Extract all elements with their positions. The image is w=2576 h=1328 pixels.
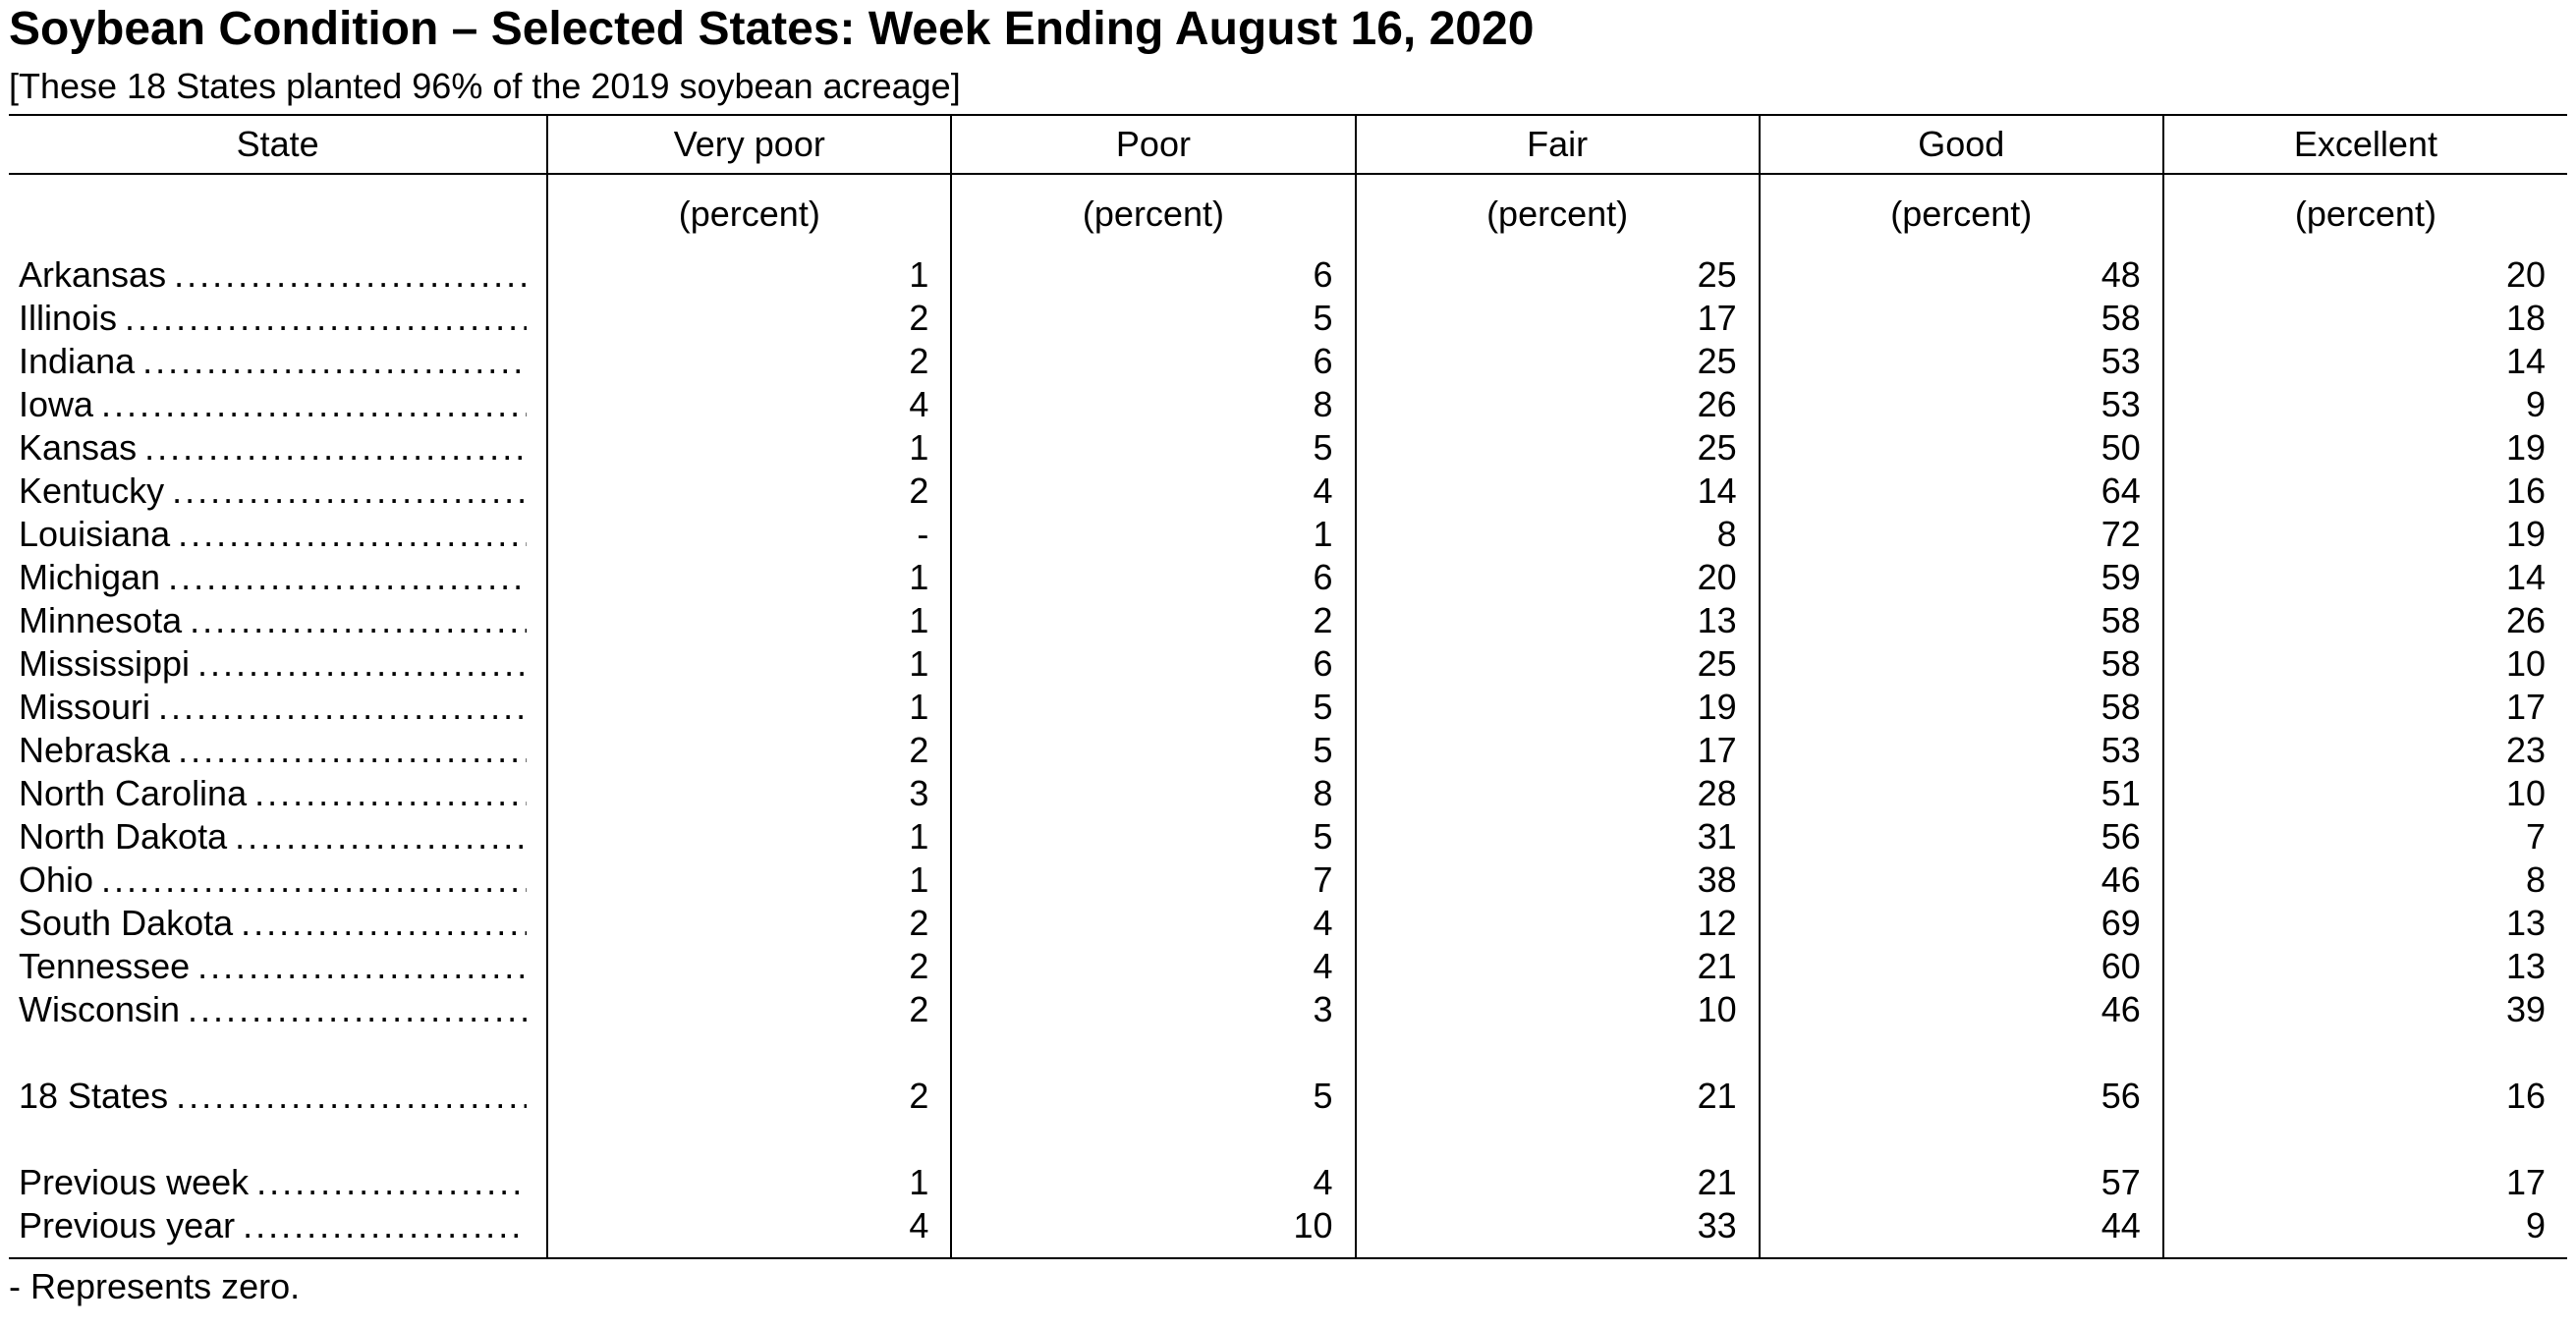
poor-value: 5: [951, 729, 1355, 772]
poor-value: 4: [951, 945, 1355, 988]
table-row: [9, 340, 2567, 383]
state-label: [19, 902, 527, 945]
fair-value: 10: [1356, 988, 1760, 1031]
spacer-cell: [547, 1247, 951, 1258]
poor-value: 6: [951, 642, 1355, 686]
table-row: [9, 772, 2567, 815]
report-title: Soybean Condition – Selected States: Week Ending August 16, 2020: [9, 3, 1535, 55]
state-cell: [9, 729, 547, 772]
state-name: Indiana: [19, 341, 136, 381]
state-label: [19, 599, 527, 642]
poor-value: 5: [951, 815, 1355, 858]
spacer-cell: [9, 1118, 547, 1161]
table-row: [9, 513, 2567, 556]
total-row: [9, 1075, 2567, 1118]
table-row: [9, 297, 2567, 340]
state-name: Illinois: [19, 298, 118, 338]
state-label: [19, 513, 527, 556]
state-cell: [9, 815, 547, 858]
spacer-cell: [951, 1247, 1355, 1258]
table-row: [9, 599, 2567, 642]
dot-leader: [158, 686, 527, 729]
excellent-value: 23: [2163, 729, 2567, 772]
dot-leader: [172, 470, 527, 513]
fair-value: 13: [1356, 599, 1760, 642]
state-label: [19, 340, 527, 383]
fair-value: 21: [1356, 945, 1760, 988]
state-name: Louisiana: [19, 514, 171, 554]
state-name: 18 States: [19, 1076, 169, 1116]
dot-leader: [235, 815, 527, 858]
unit-cell: (percent): [2163, 174, 2567, 253]
state-cell: [9, 1161, 547, 1204]
state-name: North Carolina: [19, 773, 248, 813]
spacer-cell: [1356, 1118, 1760, 1161]
excellent-value: 17: [2163, 686, 2567, 729]
excellent-value: 13: [2163, 945, 2567, 988]
excellent-value: 18: [2163, 297, 2567, 340]
very-poor-value: 2: [547, 729, 951, 772]
excellent-value: 9: [2163, 1204, 2567, 1247]
spacer-cell: [547, 1031, 951, 1075]
dot-leader: [243, 1204, 527, 1247]
end-padding-row: [9, 1247, 2567, 1258]
state-label: [19, 945, 527, 988]
comparison-row: [9, 1204, 2567, 1247]
spacer-cell: [1356, 1247, 1760, 1258]
good-value: 53: [1760, 340, 2163, 383]
good-value: 53: [1760, 729, 2163, 772]
fair-value: 20: [1356, 556, 1760, 599]
very-poor-value: 1: [547, 642, 951, 686]
state-label: [19, 1204, 527, 1247]
state-cell: [9, 340, 547, 383]
unit-cell: (percent): [1356, 174, 1760, 253]
spacer-cell: [1760, 1031, 2163, 1075]
very-poor-value: 1: [547, 556, 951, 599]
excellent-value: 8: [2163, 858, 2567, 902]
state-cell: [9, 902, 547, 945]
poor-value: 8: [951, 383, 1355, 426]
excellent-value: 7: [2163, 815, 2567, 858]
state-cell: [9, 297, 547, 340]
very-poor-value: 1: [547, 1161, 951, 1204]
spacer-cell: [1760, 1247, 2163, 1258]
state-label: [19, 815, 527, 858]
state-name: Mississippi: [19, 643, 191, 684]
state-cell: [9, 513, 547, 556]
state-cell: [9, 642, 547, 686]
dot-leader: [197, 642, 527, 686]
state-label: [19, 988, 527, 1031]
dot-leader: [178, 729, 527, 772]
col-header-good: Good: [1760, 115, 2163, 174]
table-row: [9, 426, 2567, 470]
state-label: [19, 426, 527, 470]
good-value: 69: [1760, 902, 2163, 945]
state-name: Tennessee: [19, 946, 191, 986]
fair-value: 25: [1356, 253, 1760, 297]
very-poor-value: 4: [547, 383, 951, 426]
state-name: Missouri: [19, 687, 151, 727]
dot-leader: [241, 902, 527, 945]
poor-value: 4: [951, 1161, 1355, 1204]
very-poor-value: 2: [547, 297, 951, 340]
very-poor-value: 2: [547, 1075, 951, 1118]
dot-leader: [254, 772, 527, 815]
very-poor-value: 2: [547, 988, 951, 1031]
dot-leader: [144, 426, 527, 470]
table-row: [9, 945, 2567, 988]
state-cell: [9, 858, 547, 902]
state-label: [19, 1161, 527, 1204]
very-poor-value: 2: [547, 340, 951, 383]
dot-leader: [101, 383, 527, 426]
spacer-cell: [1356, 1031, 1760, 1075]
fair-value: 8: [1356, 513, 1760, 556]
col-header-fair: Fair: [1356, 115, 1760, 174]
table-row: [9, 556, 2567, 599]
fair-value: 19: [1356, 686, 1760, 729]
spacer-cell: [547, 1118, 951, 1161]
state-cell: [9, 772, 547, 815]
dot-leader: [178, 513, 527, 556]
fair-value: 26: [1356, 383, 1760, 426]
header-row: [9, 115, 2567, 174]
very-poor-value: 2: [547, 945, 951, 988]
col-header-state: State: [9, 115, 547, 174]
spacer-cell: [2163, 1031, 2567, 1075]
state-cell: [9, 470, 547, 513]
good-value: 56: [1760, 815, 2163, 858]
state-name: South Dakota: [19, 903, 234, 943]
good-value: 48: [1760, 253, 2163, 297]
fair-value: 33: [1356, 1204, 1760, 1247]
fair-value: 38: [1356, 858, 1760, 902]
excellent-value: 10: [2163, 772, 2567, 815]
state-label: [19, 383, 527, 426]
state-label: [19, 253, 527, 297]
excellent-value: 14: [2163, 556, 2567, 599]
spacer-cell: [951, 1118, 1355, 1161]
condition-table: [9, 114, 2567, 1259]
state-name: Previous year: [19, 1205, 236, 1245]
state-name: Previous week: [19, 1162, 250, 1202]
dot-leader: [176, 1075, 527, 1118]
very-poor-value: 3: [547, 772, 951, 815]
spacer-cell: [2163, 1118, 2567, 1161]
col-header-excellent: Excellent: [2163, 115, 2567, 174]
poor-value: 3: [951, 988, 1355, 1031]
report-subtitle: [These 18 States planted 96% of the 2019 soybean acreage]: [9, 66, 961, 106]
state-name: Kentucky: [19, 470, 165, 511]
excellent-value: 19: [2163, 513, 2567, 556]
state-label: [19, 470, 527, 513]
table-row: [9, 815, 2567, 858]
dot-leader: [125, 297, 527, 340]
fair-value: 17: [1356, 297, 1760, 340]
very-poor-value: 1: [547, 253, 951, 297]
very-poor-value: 1: [547, 858, 951, 902]
col-header-very-poor: Very poor: [547, 115, 951, 174]
unit-cell: (percent): [951, 174, 1355, 253]
poor-value: 5: [951, 426, 1355, 470]
unit-cell: (percent): [1760, 174, 2163, 253]
poor-value: 1: [951, 513, 1355, 556]
excellent-value: 16: [2163, 1075, 2567, 1118]
footnote: - Represents zero.: [9, 1266, 301, 1306]
good-value: 60: [1760, 945, 2163, 988]
state-name: Nebraska: [19, 730, 171, 770]
poor-value: 5: [951, 297, 1355, 340]
state-label: [19, 1075, 527, 1118]
very-poor-value: 1: [547, 599, 951, 642]
good-value: 58: [1760, 686, 2163, 729]
excellent-value: 10: [2163, 642, 2567, 686]
state-label: [19, 772, 527, 815]
spacer-cell: [951, 1031, 1355, 1075]
good-value: 58: [1760, 297, 2163, 340]
dot-leader: [142, 340, 527, 383]
good-value: 58: [1760, 599, 2163, 642]
poor-value: 8: [951, 772, 1355, 815]
table-row: [9, 686, 2567, 729]
state-label: [19, 297, 527, 340]
state-cell: [9, 945, 547, 988]
good-value: 50: [1760, 426, 2163, 470]
units-row: [9, 174, 2567, 253]
comparison-row: [9, 1161, 2567, 1204]
excellent-value: 16: [2163, 470, 2567, 513]
poor-value: 4: [951, 902, 1355, 945]
fair-value: 25: [1356, 340, 1760, 383]
excellent-value: 19: [2163, 426, 2567, 470]
good-value: 72: [1760, 513, 2163, 556]
table-row: [9, 253, 2567, 297]
fair-value: 12: [1356, 902, 1760, 945]
unit-cell: [9, 174, 547, 253]
very-poor-value: 1: [547, 815, 951, 858]
state-name: Arkansas: [19, 254, 167, 295]
table-body: [9, 174, 2567, 1258]
fair-value: 25: [1356, 642, 1760, 686]
table-row: [9, 858, 2567, 902]
good-value: 51: [1760, 772, 2163, 815]
very-poor-value: 1: [547, 686, 951, 729]
fair-value: 21: [1356, 1161, 1760, 1204]
spacer-row: [9, 1118, 2567, 1161]
poor-value: 6: [951, 556, 1355, 599]
spacer-cell: [9, 1247, 547, 1258]
table-row: [9, 383, 2567, 426]
dot-leader: [188, 988, 527, 1031]
good-value: 44: [1760, 1204, 2163, 1247]
state-name: Michigan: [19, 557, 161, 597]
good-value: 46: [1760, 858, 2163, 902]
dot-leader: [256, 1161, 527, 1204]
report-page: [9, 0, 2567, 1314]
table-row: [9, 470, 2567, 513]
fair-value: 28: [1356, 772, 1760, 815]
excellent-value: 13: [2163, 902, 2567, 945]
fair-value: 17: [1356, 729, 1760, 772]
state-cell: [9, 988, 547, 1031]
good-value: 64: [1760, 470, 2163, 513]
excellent-value: 17: [2163, 1161, 2567, 1204]
table-row: [9, 642, 2567, 686]
excellent-value: 20: [2163, 253, 2567, 297]
state-label: [19, 858, 527, 902]
good-value: 46: [1760, 988, 2163, 1031]
good-value: 57: [1760, 1161, 2163, 1204]
very-poor-value: 4: [547, 1204, 951, 1247]
poor-value: 7: [951, 858, 1355, 902]
excellent-value: 39: [2163, 988, 2567, 1031]
state-cell: [9, 426, 547, 470]
spacer-row: [9, 1031, 2567, 1075]
state-name: North Dakota: [19, 816, 228, 857]
excellent-value: 9: [2163, 383, 2567, 426]
dot-leader: [101, 858, 527, 902]
state-cell: [9, 1204, 547, 1247]
fair-value: 14: [1356, 470, 1760, 513]
poor-value: 5: [951, 1075, 1355, 1118]
poor-value: 4: [951, 470, 1355, 513]
good-value: 59: [1760, 556, 2163, 599]
state-cell: [9, 686, 547, 729]
fair-value: 31: [1356, 815, 1760, 858]
unit-cell: (percent): [547, 174, 951, 253]
state-cell: [9, 1075, 547, 1118]
very-poor-value: 2: [547, 470, 951, 513]
state-name: Kansas: [19, 427, 138, 468]
spacer-cell: [9, 1031, 547, 1075]
state-name: Ohio: [19, 859, 94, 900]
spacer-cell: [2163, 1247, 2567, 1258]
excellent-value: 26: [2163, 599, 2567, 642]
poor-value: 2: [951, 599, 1355, 642]
table-row: [9, 902, 2567, 945]
state-label: [19, 556, 527, 599]
dot-leader: [190, 599, 527, 642]
state-name: Minnesota: [19, 600, 183, 640]
table-row: [9, 729, 2567, 772]
state-label: [19, 686, 527, 729]
state-cell: [9, 383, 547, 426]
fair-value: 25: [1356, 426, 1760, 470]
state-name: Iowa: [19, 384, 94, 424]
good-value: 53: [1760, 383, 2163, 426]
very-poor-value: 2: [547, 902, 951, 945]
state-label: [19, 729, 527, 772]
dot-leader: [197, 945, 527, 988]
good-value: 56: [1760, 1075, 2163, 1118]
table-row: [9, 988, 2567, 1031]
very-poor-value: 1: [547, 426, 951, 470]
poor-value: 6: [951, 253, 1355, 297]
excellent-value: 14: [2163, 340, 2567, 383]
dot-leader: [168, 556, 527, 599]
col-header-poor: Poor: [951, 115, 1355, 174]
very-poor-value: -: [547, 513, 951, 556]
poor-value: 6: [951, 340, 1355, 383]
poor-value: 5: [951, 686, 1355, 729]
table-header: [9, 115, 2567, 174]
state-cell: [9, 599, 547, 642]
poor-value: 10: [951, 1204, 1355, 1247]
state-cell: [9, 253, 547, 297]
spacer-cell: [1760, 1118, 2163, 1161]
state-cell: [9, 556, 547, 599]
good-value: 58: [1760, 642, 2163, 686]
state-label: [19, 642, 527, 686]
dot-leader: [174, 253, 527, 297]
fair-value: 21: [1356, 1075, 1760, 1118]
state-name: Wisconsin: [19, 989, 181, 1029]
